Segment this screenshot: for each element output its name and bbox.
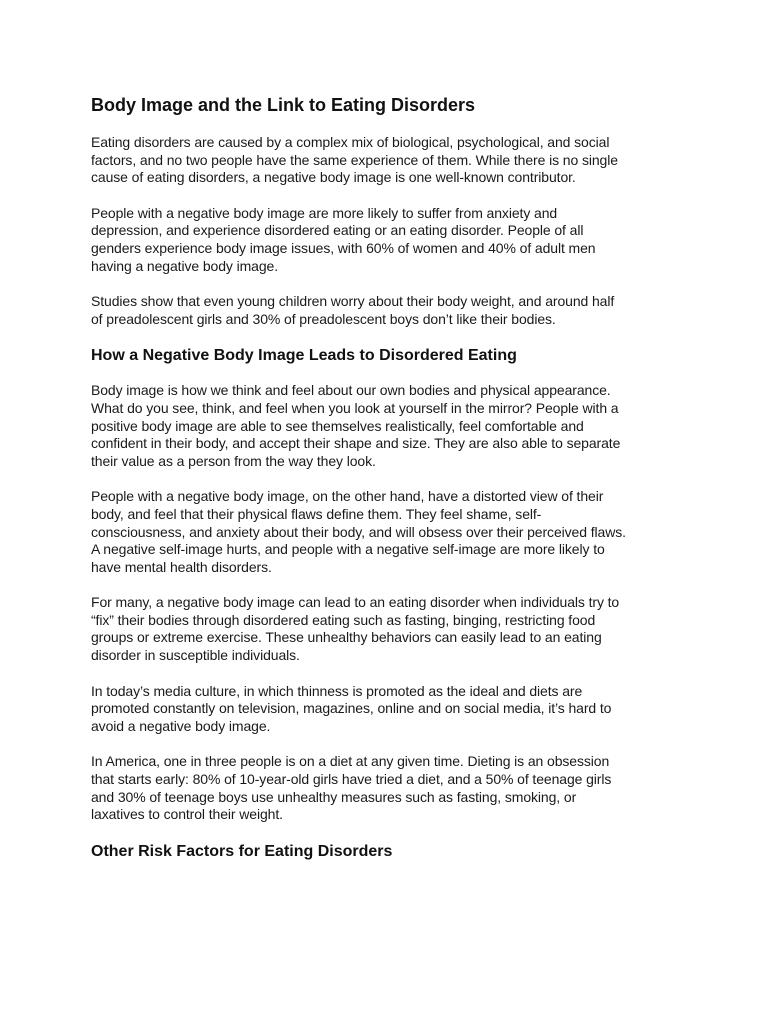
document-title: Body Image and the Link to Eating Disorders [91,95,476,115]
section1-body [91,382,691,823]
intro-paragraph-3: Studies show that even young children worry about their body weight, and around half of preadolescent girls and 30% of preadolescent boys don’t like their bodies. [91,293,615,327]
document-page [91,94,691,878]
section1-paragraph-4: In today’s media culture, in which thinness is promoted as the ideal and diets are promoted constantly on television, magazines, online and on social media, it’s hard to avoid a negative body image. [91,682,612,734]
section1-paragraph-1: Body image is how we think and feel about our own bodies and physical appearance. What do you see, think, and feel when you look at yourself in the mirror? People with a positive body image are able to see themselves realistically, feel comfortable and confident in their body, and accept their shape and size. They are also able to separate their value as a person from the way they look. [91,382,621,469]
section1-paragraph-3: For many, a negative body image can lead to an eating disorder when individuals try to “fix” their bodies through disordered eating such as fasting, binging, restricting food groups or extreme exercise. These unhealthy behaviors can easily lead to an eating disorder in susceptible individuals. [91,594,620,664]
section1-paragraph-5: In America, one in three people is on a diet at any given time. Dieting is an obsession that starts early: 80% of 10-year-old girls have tried a diet, and a 50% of teenage girls and 30% of teenage boys use unhealthy measures such as fasting, smoking, or laxatives to control their weight. [91,753,612,823]
section-heading-other-risk-factors: Other Risk Factors for Eating Disorders [91,842,393,860]
intro-paragraph-1: Eating disorders are caused by a complex mix of biological, psychological, and social factors, and no two people have the same experience of them. While there is no single cause of eating disorders, a negative body image is one well-known contributor. [91,134,618,186]
intro-paragraph-2: People with a negative body image are more likely to suffer from anxiety and depression, and experience disordered eating or an eating disorder. People of all genders experience body image issues, with 60% of women and 40% of adult men having a negative body image. [91,204,596,274]
intro-section [91,134,691,328]
section-heading-negative-body-image: How a Negative Body Image Leads to Disordered Eating [91,347,517,365]
section1-paragraph-2: People with a negative body image, on the other hand, have a distorted view of their body, and feel that their physical flaws define them. They feel shame, self- consciousness, and anxiety about their body, and will obsess over their perceived flaws. A negative self-image hurts, and people with a negative self-image are more likely to have mental health disorders. [91,488,626,575]
